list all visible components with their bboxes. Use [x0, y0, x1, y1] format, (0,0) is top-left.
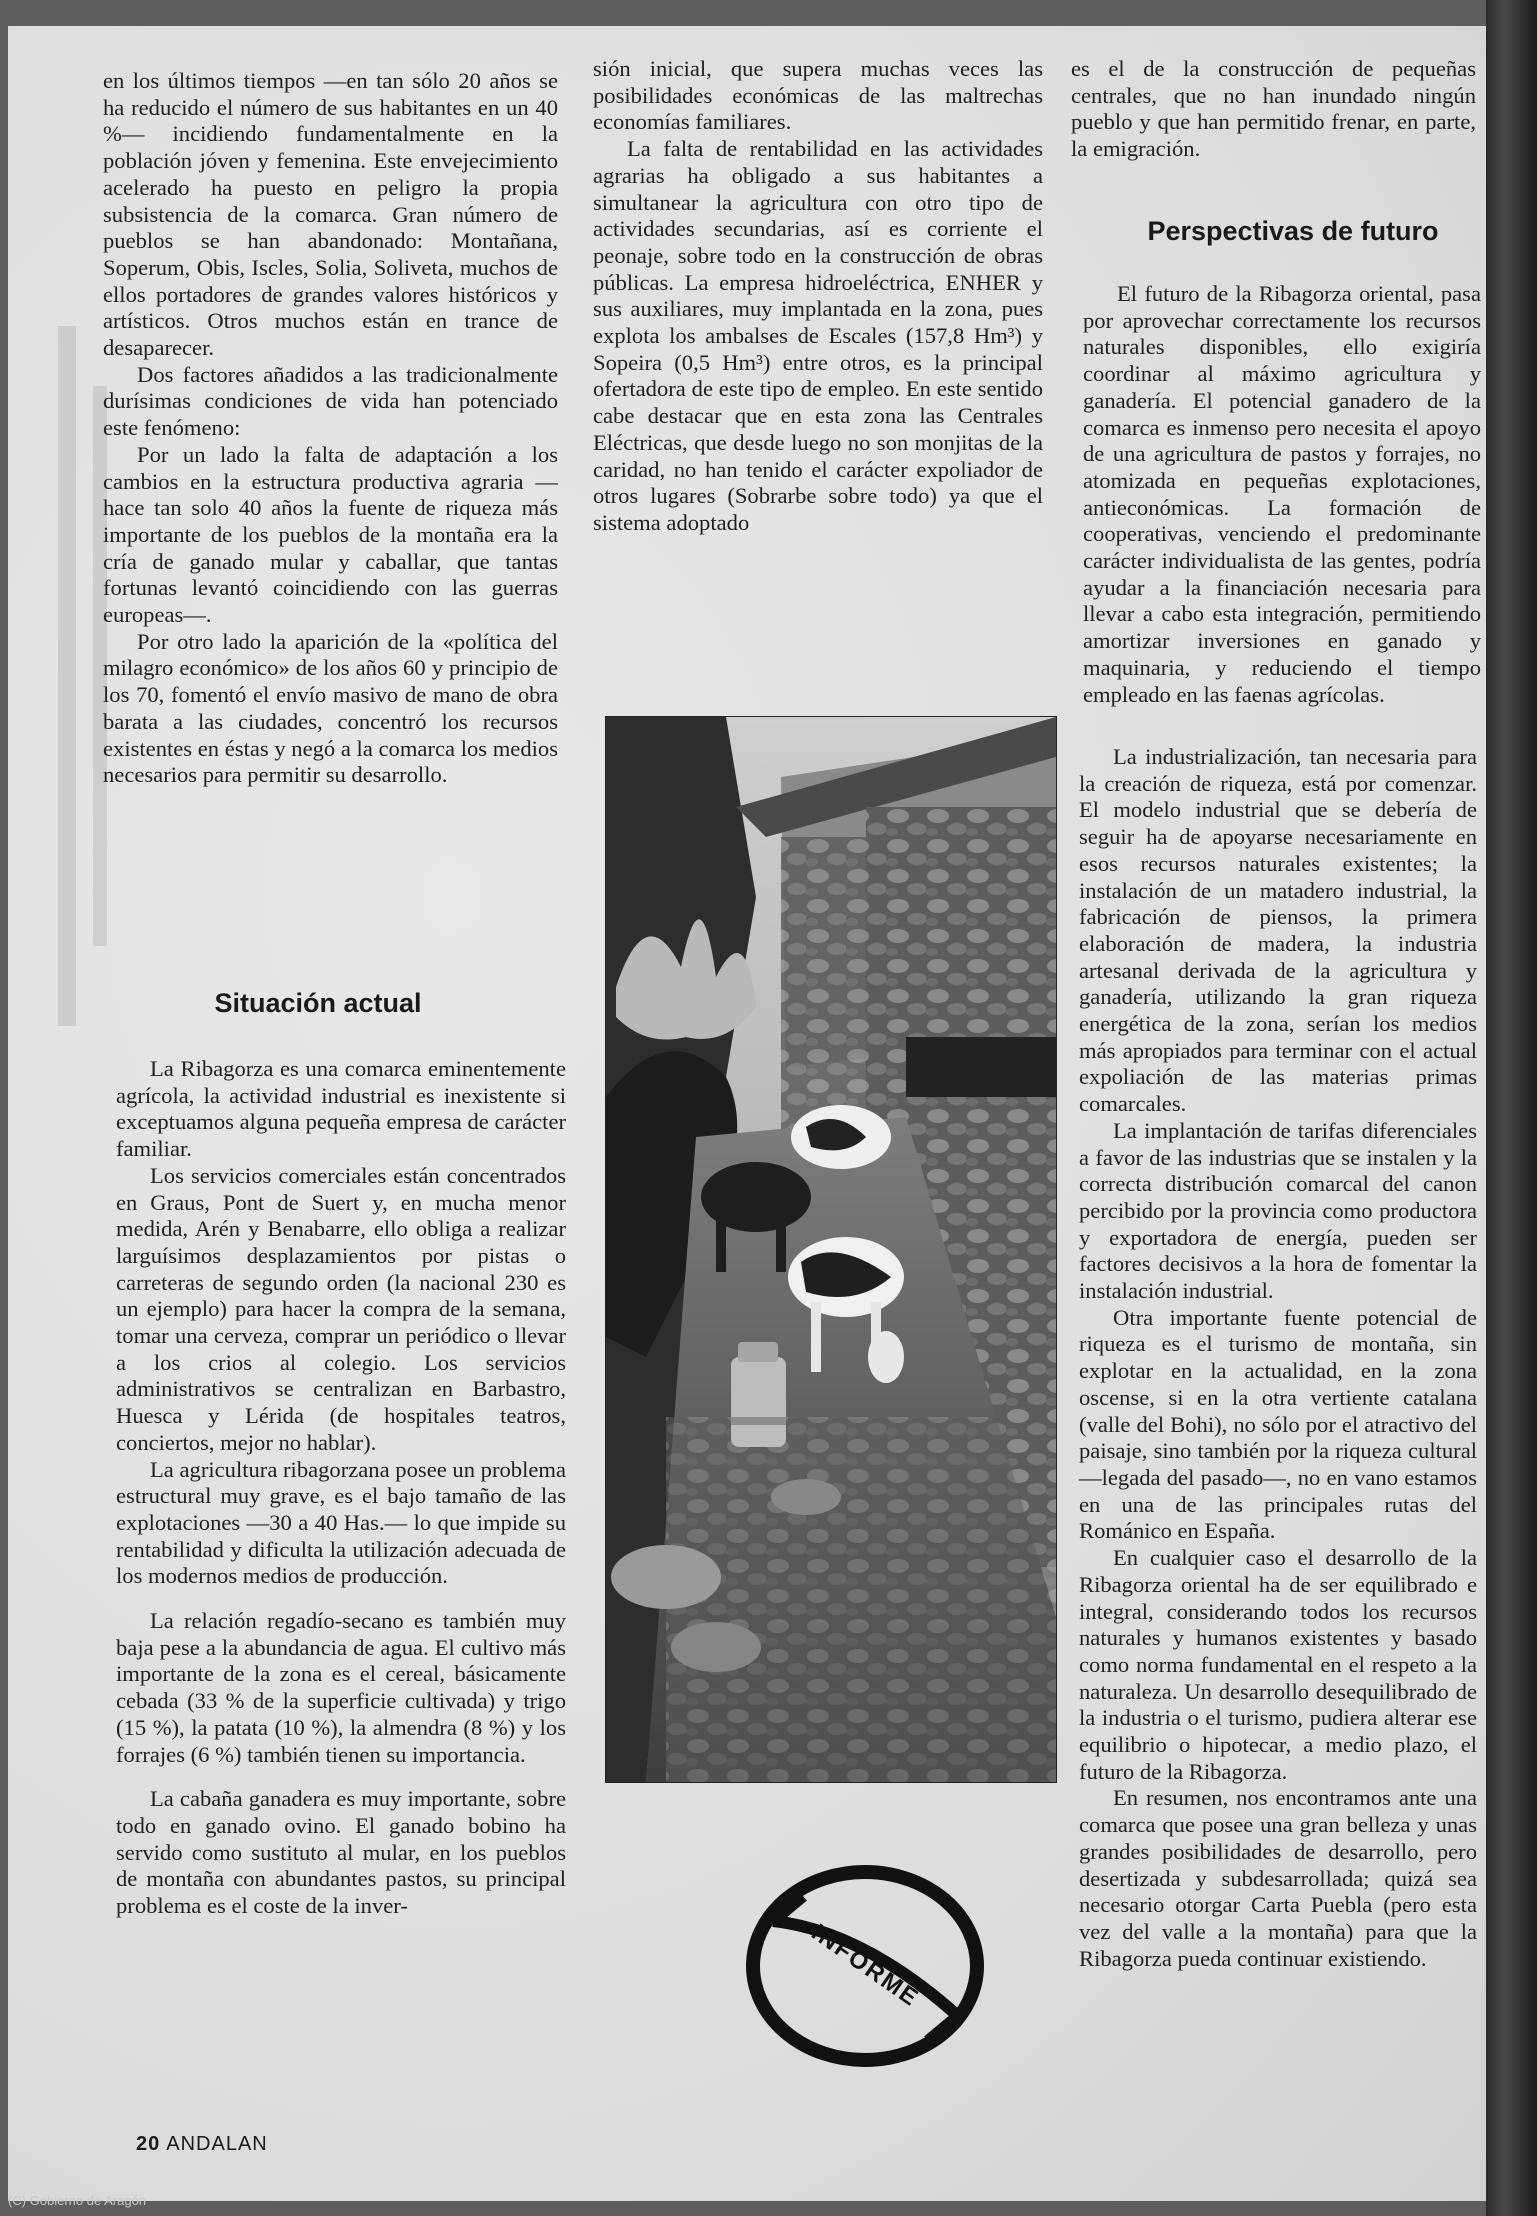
paragraph: sión inicial, que supera muchas veces las posibilidades económicas de las maltrechas economías familiares. [593, 56, 1043, 135]
paragraph: La agricultura ribagorzana posee un problema estructural muy grave, es el bajo tamaño de las explotaciones —30 a 40 Has.— lo que impide su rentabilidad y dificulta la utilización adecuada de los modernos medios de producción. [116, 1456, 566, 1589]
paragraph: En resumen, nos encontramos ante una comarca que posee una gran belleza y unas grandes posibilidades de desarrollo, pero desertizada y subdesarrollada; quizá sea necesario otorgar Carta Puebla (pero esta vez del valle a la montaña) para que la Ribagorza pueda continuar existiendo. [1079, 1785, 1477, 1971]
paragraph: Otra importante fuente potencial de riqueza es el turismo de montaña, sin explotar en la actualidad, en la zona oscense, si en la otra vertiente catalana (valle del Bohi), no sólo por el atractivo del paisaje, sino también por la riqueza cultural —legada del pasado—, no en vano estamos en una de las principales rutas del Románico en España. [1079, 1304, 1477, 1544]
section-heading-situacion: Situación actual [214, 988, 422, 1018]
informe-stamp-logo [743, 1861, 988, 2071]
paragraph: Por otro lado la aparición de la «política del milagro económico» de los años 60 y principio de los 70, fomentó el envío masivo de mano de obra barata a las ciudades, concentró los recursos existentes en éstas y negó a la comarca los medios necesarios para permitir su desarrollo. [103, 628, 558, 788]
paragraph: La falta de rentabilidad en las actividades agrarias ha obligado a sus habitantes a simultanear la agricultura con otro tipo de actividades secundarias, así es corriente el peonaje, sobre todo en la construcción de obras públicas. La empresa hidroeléctrica, ENHER y sus auxiliares, muy implantada en la zona, pues explota los ambalses de Escales (157,8 Hm³) y Sopeira (0,5 Hm³) entre otros, es la principal ofertadora de este tipo de empleo. En este sentido cabe destacar que en esta zona las Centrales Eléctricas, que desde luego no son monjitas de la caridad, no han tenido el carácter expoliador de otros lugares (Sobrarbe sobre todo) ya que el sistema adoptado [593, 136, 1043, 535]
paragraph: La relación regadío-secano es también muy baja pese a la abundancia de agua. El cultivo más importante de la zona es el cereal, básicamente cebada (33 % de la superficie cultivada) y trigo (15 %), la patata (10 %), la almendra (8 %) y los forrajes (6 %) también tienen su importancia. [116, 1608, 566, 1767]
paragraph: en los últimos tiempos —en tan sólo 20 años se ha reducido el número de sus habitantes en un 40 %— incidiendo fundamentalmente en la población jóven y femenina. Este envejecimiento acelerado ha puesto en peligro la propia subsistencia de la comarca. Gran número de pueblos se han abandonado: Montañana, Soperum, Obis, Iscles, Solia, Soliveta, muchos de ellos portadores de grandes valores históricos y artísticos. Otros muchos están en trance de desaparecer. [103, 68, 558, 361]
column-1-top [103, 68, 558, 789]
column-1-bottom [116, 1056, 566, 1920]
binding-edge [1486, 0, 1537, 2216]
photo-illustration [606, 717, 1056, 1782]
paragraph: La Ribagorza es una comarca eminentemente agrícola, la actividad industrial es inexistente si exceptuamos alguna pequeña empresa de carácter familiar. [116, 1056, 566, 1162]
paragraph: Dos factores añadidos a las tradicionalmente durísimas condiciones de vida han potenciado este fenómeno: [103, 361, 558, 441]
paragraph: La implantación de tarifas diferenciales a favor de las industrias que se instalen y la correcta distribución comarcal del canon percibido por la provincia como productora y exportadora de energía, pueden ser factores decisivos a la hora de fomentar la instalación industrial. [1079, 1117, 1477, 1304]
stamp-label: INFORME [806, 1918, 925, 2013]
column-3-mid [1083, 281, 1481, 708]
page-footer [136, 2133, 268, 2156]
section-heading-perspectivas: Perspectivas de futuro [1147, 216, 1439, 246]
page-number: 20 [136, 2133, 161, 2155]
paragraph: La cabaña ganadera es muy importante, sobre todo en ganado ovino. El ganado bobino ha servido como sustituto al mular, en los pueblos de montaña con abundantes pastos, su principal problema es el coste de la inver- [116, 1786, 566, 1919]
paragraph: En cualquier caso el desarrollo de la Ribagorza oriental ha de ser equilibrado e integral, considerando todos los recursos naturales y humanos existentes y basado como norma fundamental en el respeto a la naturaleza. Un desarrollo desequilibrado de la industria o el turismo, pudiera alterar ese equilibrio o hipotecar, a medio plazo, el futuro de la Ribagorza. [1079, 1545, 1477, 1784]
copyright-notice: (C) Gobierno de Aragón [8, 2193, 147, 2208]
paragraph: La industrialización, tan necesaria para la creación de riqueza, está por comenzar. El modelo industrial que se debería de seguir ha de apoyarse necesariamente en esos recursos naturales existentes; la instalación de un matadero industrial, la fabricación de piensos, la primera elaboración de madera, la industria artesanal derivada de la agricultura y ganadería, utilizando la gran riqueza energética de la zona, serían los medios más apropiados para terminar con el actual expoliación de las materias primas comarcales. [1079, 744, 1477, 1117]
paragraph: es el de la construcción de pequeñas centrales, que no han inundado ningún pueblo y que han permitido frenar, en parte, la emigración. [1071, 56, 1476, 162]
paragraph: El futuro de la Ribagorza oriental, pasa por aprovechar correctamente los recursos naturales disponibles, ello exigiría coordinar al máximo agricultura y ganadería. El potencial ganadero de la comarca es inmenso pero necesita el apoyo de una agricultura de pastos y forrajes, no atomizada en pequeñas explotaciones, antieconómicas. La formación de cooperativas, venciendo el predominante carácter individualista de las gentes, podría ayudar a la financiación necesaria para llevar a cabo esta integración, permitiendo amortizar inversiones en ganado y maquinaria, y reduciendo el tiempo empleado en las faenas agrícolas. [1083, 281, 1481, 707]
paragraph: Por un lado la falta de adaptación a los cambios en la estructura productiva agraria —hace tan solo 40 años la fuente de riqueza más importante de los pueblos de la montaña era la cría de ganado mular y caballar, que tantas fortunas levantó coincidiendo con las guerras europeas—. [103, 441, 558, 628]
magazine-name: ANDALAN [166, 2133, 268, 2155]
magazine-page [8, 26, 1486, 2201]
column-3-bottom [1079, 744, 1477, 1972]
paragraph: Los servicios comerciales están concentrados en Graus, Pont de Suert y, en mucha menor medida, Arén y Benabarre, ello obliga a realizar larguísimos desplazamientos por pistas o carreteras de segundo orden (la nacional 230 es un ejemplo) para hacer la compra de la semana, tomar una cerveza, comprar un periódico o llevar a los crios al colegio. Los servicios administrativos se centralizan en Barbastro, Huesca y Lérida (de hospitales teatros, conciertos, mejor no hablar). [116, 1162, 566, 1455]
column-2 [593, 56, 1043, 537]
photo-cows-village-lane [605, 716, 1057, 1783]
column-3-top [1071, 56, 1476, 163]
